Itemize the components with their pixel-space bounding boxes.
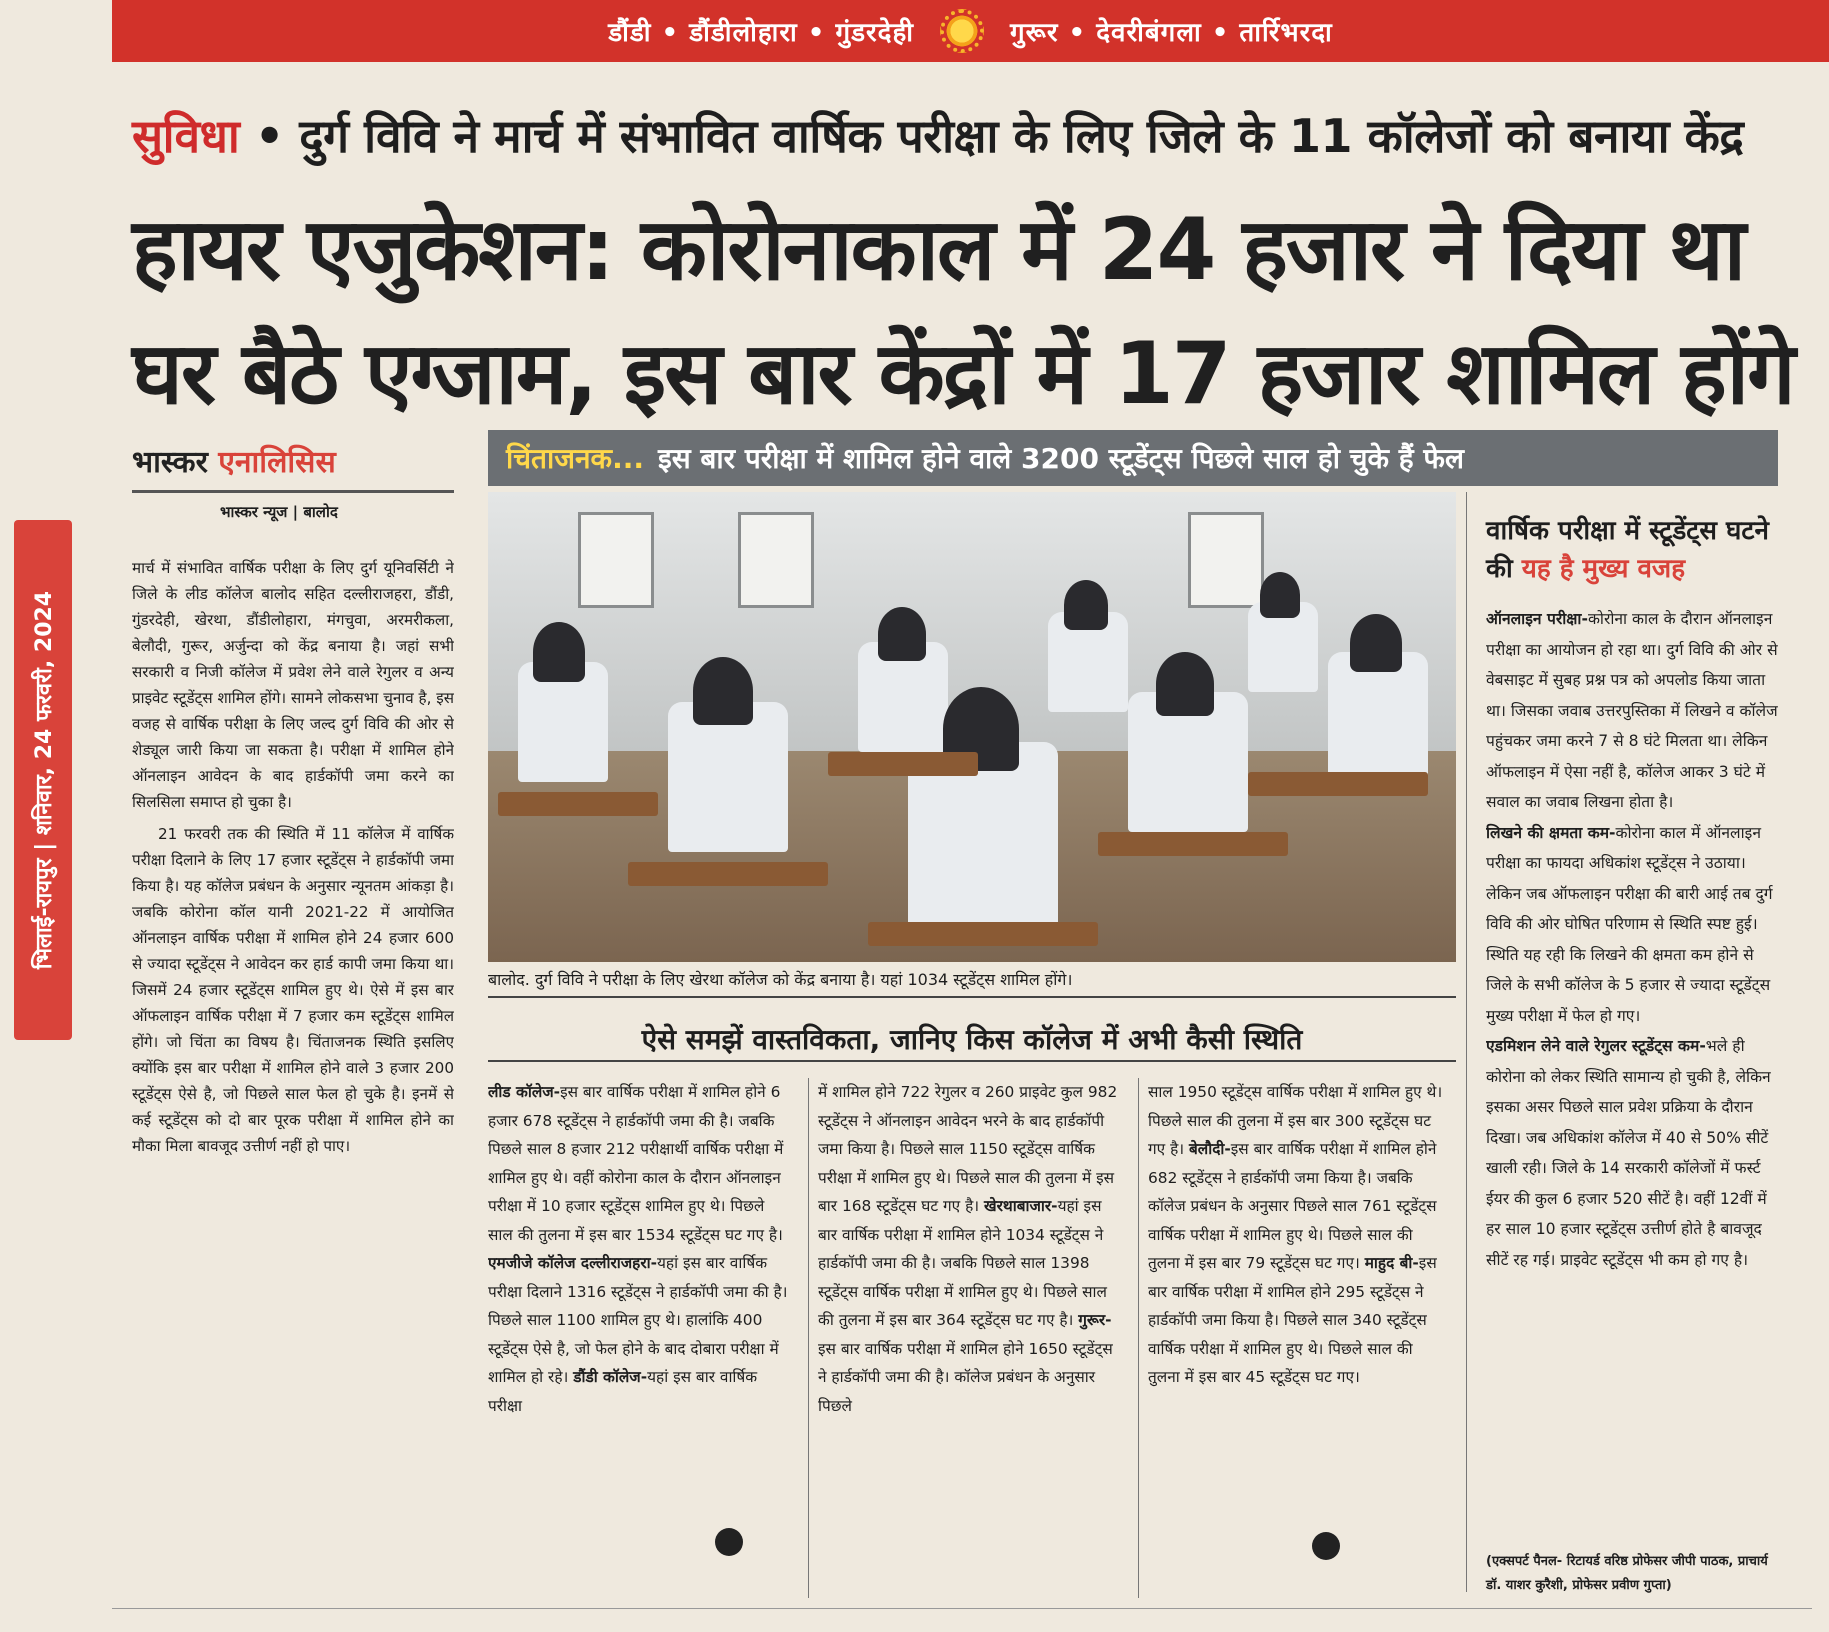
column-divider	[808, 1078, 809, 1598]
page-bottom-rule	[112, 1608, 1812, 1609]
left-article-column	[132, 555, 454, 1595]
college-text: यहां इस बार वार्षिक परीक्षा दिलाने 1316 स्टूडेंट्स ने हार्डकॉपी जमा की है। पिछले साल 1100 शामिल हुए थे। हालांकि 400 स्टूडेंट्स ऐसे है, जो फेल होने के बाद दोबारा परीक्षा में शामिल हो रहे।	[488, 1254, 788, 1386]
date-strip	[14, 520, 72, 1040]
sun-logo-icon	[940, 9, 984, 53]
subhead-highlight: चिंताजनक...	[506, 442, 644, 475]
edition-banner	[112, 0, 1829, 62]
section-divider	[488, 1060, 1456, 1062]
caption-divider	[488, 996, 1456, 998]
left-paragraph-1: मार्च में संभावित वार्षिक परीक्षा के लिए दुर्ग यूनिवर्सिटी ने जिले के लीड कॉलेज बालोद सहित दल्लीराजहरा, डौंडी, गुंडरदेही, खेरथा, डौंडीलोहारा, मंगचुवा, अरमरीकला, बेलौदी, गुरूर, अर्जुन्दा को केंद्र बनाया है। जहां सभी सरकारी व निजी कॉलेज में प्रवेश लेने वाले रेगुलर व अन्य प्राइवेट स्टूडेंट्स शामिल होंगे। सामने लोकसभा चुनाव है, इस वजह से वार्षिक परीक्षा के लिए जल्द दुर्ग विवि की ओर से शेड्यूल जारी किया जा सकता है। परीक्षा में शामिल होने ऑनलाइन आवेदन के बाद हार्डकॉपी जमा करने का सिलसिला समाप्त हो चुका है।	[132, 559, 454, 811]
reason-text: भले ही कोरोना को लेकर स्थिति सामान्य हो चुकी है, लेकिन इसका असर पिछले साल प्रवेश प्रक्रिया के दौरान दिखा। जब अधिकांश कॉलेज में 40 से 50% सीटें खाली रही। जिले के 14 सरकारी कॉलेजों में फर्स्ट ईयर की कुल 6 हजार 520 सीटें है। वहीं 12वीं में हर साल 10 हजार स्टूडेंट्स उत्तीर्ण होते है बावजूद सीटें रह गई। प्राइवेट स्टूडेंट्स भी कम हो गए है।	[1486, 1037, 1771, 1269]
expert-panel-credit: (एक्सपर्ट पैनल- रिटायर्ड वरिष्ठ प्रोफेसर जीपी पाठक, प्राचार्य डॉ. याशर कुरैशी, प्रोफेसर प्रवीण गुप्ता)	[1486, 1554, 1768, 1593]
college-mahud-label: माहुद बी-	[1364, 1254, 1419, 1272]
headline-line-2: घर बैठे एग्जाम, इस बार केंद्रों में 17 हजार शामिल होंगे	[132, 324, 1794, 424]
section-title: ऐसे समझें वास्तविकता, जानिए किस कॉलेज में अभी कैसी स्थिति	[641, 1023, 1303, 1056]
college-dondi-label: डौंडी कॉलेज-	[573, 1368, 648, 1386]
left-paragraph-2: 21 फरवरी तक की स्थिति में 11 कॉलेज में वार्षिक परीक्षा दिलाने के लिए 17 हजार स्टूडेंट्स ने हार्डकॉपी जमा किया है। यह कॉलेज प्रबंधन के अनुसार न्यूनतम आंकड़ा है। जबकि कोरोना कॉल यानी 2021-22 में आयोजित ऑनलाइन वार्षिक परीक्षा में शामिल होने 24 हजार 600 से ज्यादा स्टूडेंट्स ने आवेदन कर हार्ड कापी जमा किया था। जिसमें 24 हजार स्टूडेंट्स शामिल हुए थे। ऐसे में इस बार ऑफलाइन वार्षिक परीक्षा में 7 हजार कम स्टूडेंट्स शामिल होंगे। जो चिंता का विषय है। चिंताजनक स्थिति इसलिए क्योंकि इस बार परीक्षा में शामिल होने वाले 3 हजार 200 स्टूडेंट्स ऐसे है, जो पिछले साल फेल हो चुके है। इनमें से कई स्टूडेंट्स को दो बार पूरक परीक्षा में शामिल होने का मौका मिला बावजूद उत्तीर्ण नहीं हो पाए।	[132, 825, 454, 1155]
edition-towns-left: डौंडी • डौंडीलोहारा • गुंडरदेही	[608, 18, 915, 48]
college-text: इस बार वार्षिक परीक्षा में शामिल होने 295 स्टूडेंट्स ने हार्डकॉपी जमा किया है। पिछले साल 340 स्टूडेंट्स वार्षिक परीक्षा में शामिल हुए थे। पिछले साल की तुलना में इस बार 45 स्टूडेंट्स घट गए।	[1148, 1254, 1437, 1386]
date-strip-text: भिलाई-रायपुर | शनिवार, 24 फरवरी, 2024	[32, 590, 57, 970]
college-dallirajhara-label: एमजीजे कॉलेज दल्लीराजहरा-	[488, 1254, 657, 1272]
brand-section: एनालिसिस	[218, 445, 336, 480]
kicker-text: • दुर्ग विवि ने मार्च में संभावित वार्षिक परीक्षा के लिए जिले के 11 कॉलेजों को बनाया केंद्र	[254, 109, 1744, 163]
kicker-line	[132, 104, 1812, 166]
photo-caption: बालोद. दुर्ग विवि ने परीक्षा के लिए खेरथा कॉलेज को केंद्र बनाया है। यहां 1034 स्टूडेंट्स शामिल होंगे।	[488, 970, 1073, 989]
reason-online-exam	[1486, 604, 1778, 818]
reason-admissions	[1486, 1031, 1778, 1275]
college-text: साल 1950 स्टूडेंट्स वार्षिक परीक्षा में शामिल हुए थे। पिछले साल की तुलना में इस बार 300 स्टूडेंट्स घट गए है।	[1148, 1083, 1443, 1158]
edition-towns-right: गुरूर • देवरीबंगला • तार्रिभरदा	[1010, 18, 1333, 48]
reason-writing-ability	[1486, 818, 1778, 1032]
college-belaudi-label: बेलौदी-	[1188, 1140, 1231, 1158]
kicker-tag: सुविधा	[132, 109, 240, 163]
college-text: यहां इस बार वार्षिक परीक्षा में शामिल होने 1034 स्टूडेंट्स ने हार्डकॉपी जमा की है। जबकि पिछले साल 1398 स्टूडेंट्स वार्षिक परीक्षा में शामिल हुए थे। पिछले साल की तुलना में इस बार 364 स्टूडेंट्स घट गए है।	[818, 1197, 1107, 1329]
brand-divider	[132, 490, 454, 493]
exam-hall-photo	[488, 492, 1456, 962]
college-kherthabazar-label: खेरथाबाजार-	[984, 1197, 1058, 1215]
college-text: इस बार वार्षिक परीक्षा में शामिल होने 682 स्टूडेंट्स ने हार्डकॉपी जमा किया है। जबकि कॉलेज प्रबंधन के अनुसार पिछले साल 761 स्टूडेंट्स वार्षिक परीक्षा में शामिल हुए थे। पिछले साल की तुलना में इस बार 79 स्टूडेंट्स घट गए।	[1148, 1140, 1437, 1272]
subhead-text: इस बार परीक्षा में शामिल होने वाले 3200 स्टूडेंट्स पिछले साल हो चुके हैं फेल	[657, 442, 1464, 475]
brand-analysis-logo	[132, 440, 454, 486]
college-column-3	[1148, 1078, 1448, 1598]
college-gurur-label: गुरूर-	[1078, 1311, 1112, 1329]
reason-label: लिखने की क्षमता कम-	[1486, 823, 1616, 842]
reasons-title-b: यह है मुख्य वजह	[1521, 554, 1686, 584]
reason-label: एडमिशन लेने वाले रेगुलर स्टूडेंट्स कम-	[1486, 1037, 1706, 1055]
college-text: यहां इस बार वार्षिक परीक्षा	[488, 1368, 758, 1415]
college-text: में शामिल होने 722 रेगुलर व 260 प्राइवेट कुल 982 स्टूडेंट्स ने ऑनलाइन आवेदन भरने के बाद हार्डकॉपी जमा किया है। पिछले साल 1150 स्टूडेंट्स वार्षिक परीक्षा में शामिल हुए थे। पिछले साल की तुलना में इस बार 168 स्टूडेंट्स घट गए है।	[818, 1083, 1118, 1215]
college-column-2	[818, 1078, 1118, 1598]
punch-hole-icon	[715, 1528, 743, 1556]
reason-label: ऑनलाइन परीक्षा-	[1486, 610, 1588, 628]
reasons-column	[1486, 604, 1778, 1559]
right-column-divider	[1466, 492, 1467, 1592]
reason-text: कोरोना काल के दौरान ऑनलाइन परीक्षा का आयोजन हो रहा था। दुर्ग विवि की ओर से वेबसाइट में सुबह प्रश्न पत्र को अपलोड किया जाता था। जिसका जवाब उत्तरपुस्तिका में लिखने व कॉलेज पहुंचकर जमा करने 7 से 8 घंटे मिलता था। लेकिन ऑफलाइन में ऐसा नहीं है, कॉलेज आकर 3 घंटे में सवाल का जवाब लिखना होता है।	[1486, 610, 1778, 811]
college-lead-label: लीड कॉलेज-	[488, 1083, 561, 1101]
reason-text: कोरोना काल में ऑनलाइन परीक्षा का फायदा अधिकांश स्टूडेंट्स ने उठाया। लेकिन जब ऑफलाइन परीक्षा की बारी आई तब दुर्ग विवि की ओर घोषित परिणाम से स्थिति स्पष्ट हुई। स्थिति यह रही कि लिखने की क्षमता कम होने से जिले के सभी कॉलेज के 5 हजार से ज्यादा स्टूडेंट्स मुख्य परीक्षा में फेल हो गए।	[1486, 823, 1773, 1025]
subhead-bar	[488, 430, 1778, 486]
punch-hole-icon	[1312, 1532, 1340, 1560]
college-text: इस बार वार्षिक परीक्षा में शामिल होने 6 हजार 678 स्टूडेंट्स ने हार्डकॉपी जमा की है। जबकि पिछले साल 8 हजार 212 परीक्षार्थी वार्षिक परीक्षा में शामिल हुए थे। वहीं कोरोना काल के दौरान ऑनलाइन परीक्षा में 10 हजार स्टूडेंट्स शामिल हुए थे। पिछले साल की तुलना में इस बार 1534 स्टूडेंट्स घट गए है।	[488, 1083, 784, 1244]
brand-name: भास्कर	[132, 445, 208, 480]
reasons-title	[1486, 512, 1778, 588]
headline-line-1: हायर एजुकेशन: कोरोनाकाल में 24 हजार ने दिया था	[132, 200, 1745, 300]
reasons-title-a: वार्षिक परीक्षा में स्टूडेंट्स घटने की	[1486, 516, 1769, 584]
column-divider	[1138, 1078, 1139, 1598]
college-column-1	[488, 1078, 788, 1598]
college-text: इस बार वार्षिक परीक्षा में शामिल होने 1650 स्टूडेंट्स ने हार्डकॉपी जमा की है। कॉलेज प्रबंधन के अनुसार पिछले	[818, 1339, 1113, 1415]
byline: भास्कर न्यूज | बालोद	[220, 503, 338, 521]
